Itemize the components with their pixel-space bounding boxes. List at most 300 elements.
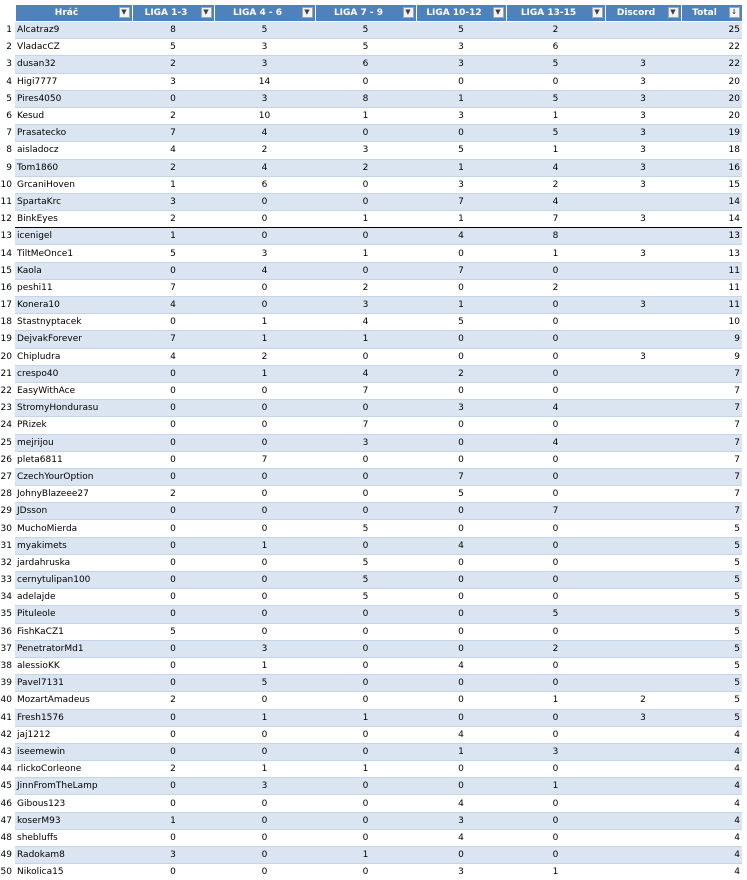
table-row[interactable] [0, 434, 742, 451]
liga-7-9-cell[interactable]: 0 [315, 606, 416, 623]
table-row[interactable] [0, 675, 742, 692]
liga-1-3-cell[interactable]: 2 [132, 211, 214, 228]
discord-cell[interactable] [605, 726, 681, 743]
liga-7-9-cell[interactable]: 0 [315, 675, 416, 692]
row-number[interactable]: 10 [0, 176, 15, 193]
table-row[interactable] [0, 22, 742, 39]
player-cell[interactable]: Nikolica15 [15, 864, 132, 880]
column-header-liga-4-6[interactable] [214, 5, 315, 22]
liga-7-9-cell[interactable]: 0 [315, 193, 416, 210]
liga-13-15-cell[interactable]: 1 [506, 107, 605, 124]
filter-dropdown-icon[interactable]: ▼ [592, 7, 603, 18]
discord-cell[interactable] [605, 382, 681, 399]
row-number[interactable]: 43 [0, 743, 15, 760]
liga-13-15-cell[interactable]: 5 [506, 56, 605, 73]
table-row[interactable] [0, 761, 742, 778]
liga-13-15-cell[interactable]: 0 [506, 331, 605, 348]
discord-cell[interactable] [605, 795, 681, 812]
player-cell[interactable]: TiltMeOnce1 [15, 245, 132, 262]
discord-cell[interactable] [605, 554, 681, 571]
liga-1-3-cell[interactable]: 0 [132, 589, 214, 606]
liga-1-3-cell[interactable]: 5 [132, 623, 214, 640]
liga-1-3-cell[interactable]: 0 [132, 726, 214, 743]
liga-1-3-cell[interactable]: 7 [132, 279, 214, 296]
table-row[interactable] [0, 623, 742, 640]
liga-1-3-cell[interactable]: 7 [132, 331, 214, 348]
player-cell[interactable]: FishKaCZ1 [15, 623, 132, 640]
table-row[interactable] [0, 829, 742, 846]
liga-7-9-cell[interactable]: 0 [315, 228, 416, 245]
liga-10-12-cell[interactable]: 1 [416, 90, 506, 107]
liga-10-12-cell[interactable]: 0 [416, 640, 506, 657]
liga-1-3-cell[interactable]: 5 [132, 245, 214, 262]
total-cell[interactable]: 7 [681, 382, 742, 399]
row-number[interactable]: 21 [0, 365, 15, 382]
discord-cell[interactable] [605, 623, 681, 640]
liga-10-12-cell[interactable]: 0 [416, 348, 506, 365]
discord-cell[interactable]: 3 [605, 125, 681, 142]
liga-10-12-cell[interactable]: 3 [416, 812, 506, 829]
total-cell[interactable]: 4 [681, 829, 742, 846]
liga-1-3-cell[interactable]: 5 [132, 39, 214, 56]
discord-cell[interactable] [605, 503, 681, 520]
player-cell[interactable]: Higi7777 [15, 73, 132, 90]
liga-4-6-cell[interactable]: 3 [214, 245, 315, 262]
liga-10-12-cell[interactable]: 1 [416, 297, 506, 314]
liga-13-15-cell[interactable]: 0 [506, 382, 605, 399]
total-cell[interactable]: 4 [681, 743, 742, 760]
total-cell[interactable]: 22 [681, 39, 742, 56]
discord-cell[interactable] [605, 228, 681, 245]
liga-1-3-cell[interactable]: 0 [132, 675, 214, 692]
total-cell[interactable]: 13 [681, 228, 742, 245]
table-row[interactable] [0, 211, 742, 228]
total-cell[interactable]: 7 [681, 417, 742, 434]
liga-4-6-cell[interactable]: 0 [214, 211, 315, 228]
liga-7-9-cell[interactable]: 0 [315, 778, 416, 795]
liga-13-15-cell[interactable]: 1 [506, 692, 605, 709]
row-number[interactable]: 12 [0, 211, 15, 228]
player-cell[interactable]: aisladocz [15, 142, 132, 159]
liga-4-6-cell[interactable]: 5 [214, 675, 315, 692]
table-row[interactable] [0, 537, 742, 554]
table-row[interactable] [0, 657, 742, 674]
player-cell[interactable]: Kaola [15, 262, 132, 279]
player-cell[interactable]: dusan32 [15, 56, 132, 73]
liga-1-3-cell[interactable]: 0 [132, 503, 214, 520]
liga-7-9-cell[interactable]: 1 [315, 761, 416, 778]
table-row[interactable] [0, 39, 742, 56]
liga-10-12-cell[interactable]: 1 [416, 743, 506, 760]
liga-10-12-cell[interactable]: 5 [416, 22, 506, 39]
discord-cell[interactable]: 3 [605, 709, 681, 726]
table-row[interactable] [0, 159, 742, 176]
liga-7-9-cell[interactable]: 5 [315, 39, 416, 56]
liga-1-3-cell[interactable]: 2 [132, 692, 214, 709]
liga-10-12-cell[interactable]: 0 [416, 778, 506, 795]
liga-10-12-cell[interactable]: 0 [416, 554, 506, 571]
row-number[interactable]: 14 [0, 245, 15, 262]
row-number[interactable]: 13 [0, 228, 15, 245]
liga-13-15-cell[interactable]: 5 [506, 606, 605, 623]
liga-10-12-cell[interactable]: 4 [416, 228, 506, 245]
player-cell[interactable]: StromyHondurasu [15, 400, 132, 417]
liga-1-3-cell[interactable]: 0 [132, 520, 214, 537]
liga-10-12-cell[interactable]: 3 [416, 39, 506, 56]
liga-13-15-cell[interactable]: 0 [506, 537, 605, 554]
liga-7-9-cell[interactable]: 0 [315, 451, 416, 468]
liga-10-12-cell[interactable]: 0 [416, 761, 506, 778]
total-cell[interactable]: 4 [681, 812, 742, 829]
liga-10-12-cell[interactable]: 0 [416, 692, 506, 709]
liga-13-15-cell[interactable]: 0 [506, 365, 605, 382]
liga-13-15-cell[interactable]: 0 [506, 417, 605, 434]
liga-1-3-cell[interactable]: 0 [132, 434, 214, 451]
table-row[interactable] [0, 726, 742, 743]
total-cell[interactable]: 11 [681, 262, 742, 279]
total-cell[interactable]: 5 [681, 623, 742, 640]
liga-4-6-cell[interactable]: 1 [214, 314, 315, 331]
liga-13-15-cell[interactable]: 0 [506, 795, 605, 812]
row-number[interactable]: 35 [0, 606, 15, 623]
filter-dropdown-icon[interactable]: ▼ [201, 7, 212, 18]
filter-dropdown-icon[interactable]: ▼ [119, 7, 130, 18]
liga-7-9-cell[interactable]: 5 [315, 554, 416, 571]
player-cell[interactable]: myakimets [15, 537, 132, 554]
total-cell[interactable]: 5 [681, 606, 742, 623]
discord-cell[interactable] [605, 331, 681, 348]
total-cell[interactable]: 15 [681, 176, 742, 193]
liga-10-12-cell[interactable]: 0 [416, 503, 506, 520]
total-cell[interactable]: 4 [681, 864, 742, 880]
total-cell[interactable]: 4 [681, 761, 742, 778]
row-number[interactable]: 28 [0, 486, 15, 503]
column-header-player[interactable] [15, 5, 132, 22]
liga-4-6-cell[interactable]: 0 [214, 829, 315, 846]
liga-1-3-cell[interactable]: 2 [132, 107, 214, 124]
total-cell[interactable]: 5 [681, 640, 742, 657]
liga-13-15-cell[interactable]: 4 [506, 159, 605, 176]
row-number[interactable]: 20 [0, 348, 15, 365]
liga-7-9-cell[interactable]: 0 [315, 692, 416, 709]
discord-cell[interactable] [605, 675, 681, 692]
player-cell[interactable]: peshi11 [15, 279, 132, 296]
row-number[interactable]: 3 [0, 56, 15, 73]
player-cell[interactable]: MuchoMierda [15, 520, 132, 537]
liga-4-6-cell[interactable]: 0 [214, 434, 315, 451]
liga-4-6-cell[interactable]: 3 [214, 90, 315, 107]
total-cell[interactable]: 14 [681, 193, 742, 210]
table-row[interactable] [0, 795, 742, 812]
discord-cell[interactable]: 3 [605, 73, 681, 90]
liga-7-9-cell[interactable]: 0 [315, 640, 416, 657]
row-number[interactable]: 47 [0, 812, 15, 829]
row-number[interactable]: 38 [0, 657, 15, 674]
liga-13-15-cell[interactable]: 0 [506, 554, 605, 571]
liga-7-9-cell[interactable]: 5 [315, 520, 416, 537]
liga-10-12-cell[interactable]: 5 [416, 314, 506, 331]
liga-10-12-cell[interactable]: 7 [416, 193, 506, 210]
liga-13-15-cell[interactable]: 5 [506, 90, 605, 107]
discord-cell[interactable]: 2 [605, 692, 681, 709]
column-header-liga-7-9[interactable] [315, 5, 416, 22]
discord-cell[interactable] [605, 743, 681, 760]
liga-1-3-cell[interactable]: 0 [132, 640, 214, 657]
liga-10-12-cell[interactable]: 0 [416, 847, 506, 864]
discord-cell[interactable]: 3 [605, 142, 681, 159]
player-cell[interactable]: Fresh1576 [15, 709, 132, 726]
player-cell[interactable]: GrcaniHoven [15, 176, 132, 193]
liga-4-6-cell[interactable]: 4 [214, 262, 315, 279]
column-header-liga-13-15[interactable] [506, 5, 605, 22]
liga-10-12-cell[interactable]: 0 [416, 589, 506, 606]
liga-13-15-cell[interactable]: 0 [506, 486, 605, 503]
total-cell[interactable]: 5 [681, 692, 742, 709]
row-number[interactable]: 42 [0, 726, 15, 743]
liga-10-12-cell[interactable]: 0 [416, 279, 506, 296]
table-row[interactable] [0, 314, 742, 331]
liga-13-15-cell[interactable]: 0 [506, 451, 605, 468]
row-number[interactable]: 6 [0, 107, 15, 124]
row-number[interactable]: 32 [0, 554, 15, 571]
player-cell[interactable]: JinnFromTheLamp [15, 778, 132, 795]
liga-1-3-cell[interactable]: 0 [132, 743, 214, 760]
total-cell[interactable]: 7 [681, 468, 742, 485]
row-number[interactable]: 9 [0, 159, 15, 176]
player-cell[interactable]: Alcatraz9 [15, 22, 132, 39]
table-row[interactable] [0, 640, 742, 657]
liga-13-15-cell[interactable]: 0 [506, 829, 605, 846]
liga-13-15-cell[interactable]: 3 [506, 743, 605, 760]
liga-10-12-cell[interactable]: 0 [416, 623, 506, 640]
discord-cell[interactable] [605, 812, 681, 829]
liga-13-15-cell[interactable]: 0 [506, 297, 605, 314]
table-row[interactable] [0, 554, 742, 571]
liga-10-12-cell[interactable]: 7 [416, 468, 506, 485]
row-number[interactable]: 19 [0, 331, 15, 348]
discord-cell[interactable]: 3 [605, 297, 681, 314]
liga-7-9-cell[interactable]: 0 [315, 125, 416, 142]
liga-10-12-cell[interactable]: 0 [416, 245, 506, 262]
liga-4-6-cell[interactable]: 1 [214, 331, 315, 348]
table-row[interactable] [0, 262, 742, 279]
table-row[interactable] [0, 245, 742, 262]
liga-4-6-cell[interactable]: 3 [214, 56, 315, 73]
liga-7-9-cell[interactable]: 2 [315, 279, 416, 296]
liga-13-15-cell[interactable]: 1 [506, 864, 605, 880]
liga-4-6-cell[interactable]: 0 [214, 847, 315, 864]
liga-13-15-cell[interactable]: 1 [506, 778, 605, 795]
liga-1-3-cell[interactable]: 0 [132, 451, 214, 468]
liga-13-15-cell[interactable]: 0 [506, 262, 605, 279]
table-row[interactable] [0, 176, 742, 193]
total-cell[interactable]: 5 [681, 520, 742, 537]
liga-13-15-cell[interactable]: 0 [506, 657, 605, 674]
table-row[interactable] [0, 520, 742, 537]
liga-13-15-cell[interactable]: 7 [506, 211, 605, 228]
discord-cell[interactable] [605, 829, 681, 846]
table-row[interactable] [0, 847, 742, 864]
liga-4-6-cell[interactable]: 2 [214, 348, 315, 365]
liga-10-12-cell[interactable]: 1 [416, 211, 506, 228]
player-cell[interactable]: pleta6811 [15, 451, 132, 468]
discord-cell[interactable]: 3 [605, 56, 681, 73]
liga-7-9-cell[interactable]: 4 [315, 365, 416, 382]
discord-cell[interactable] [605, 468, 681, 485]
total-cell[interactable]: 4 [681, 795, 742, 812]
liga-13-15-cell[interactable]: 2 [506, 22, 605, 39]
liga-4-6-cell[interactable]: 5 [214, 22, 315, 39]
row-number[interactable]: 26 [0, 451, 15, 468]
liga-1-3-cell[interactable]: 1 [132, 176, 214, 193]
total-cell[interactable]: 19 [681, 125, 742, 142]
discord-cell[interactable] [605, 365, 681, 382]
liga-4-6-cell[interactable]: 0 [214, 554, 315, 571]
liga-10-12-cell[interactable]: 5 [416, 486, 506, 503]
row-number[interactable]: 17 [0, 297, 15, 314]
discord-cell[interactable] [605, 572, 681, 589]
player-cell[interactable]: JohnyBlazeee27 [15, 486, 132, 503]
row-number[interactable]: 50 [0, 864, 15, 880]
player-cell[interactable]: jardahruska [15, 554, 132, 571]
liga-7-9-cell[interactable]: 7 [315, 417, 416, 434]
player-cell[interactable]: EasyWithAce [15, 382, 132, 399]
liga-4-6-cell[interactable]: 3 [214, 39, 315, 56]
liga-1-3-cell[interactable]: 1 [132, 228, 214, 245]
liga-4-6-cell[interactable]: 1 [214, 537, 315, 554]
discord-cell[interactable] [605, 589, 681, 606]
table-row[interactable] [0, 743, 742, 760]
row-number[interactable]: 5 [0, 90, 15, 107]
table-row[interactable] [0, 400, 742, 417]
row-number[interactable]: 36 [0, 623, 15, 640]
liga-10-12-cell[interactable]: 4 [416, 537, 506, 554]
table-row[interactable] [0, 503, 742, 520]
liga-4-6-cell[interactable]: 0 [214, 572, 315, 589]
liga-7-9-cell[interactable]: 0 [315, 348, 416, 365]
liga-7-9-cell[interactable]: 0 [315, 829, 416, 846]
liga-13-15-cell[interactable]: 0 [506, 812, 605, 829]
liga-1-3-cell[interactable]: 0 [132, 262, 214, 279]
liga-4-6-cell[interactable]: 0 [214, 692, 315, 709]
liga-7-9-cell[interactable]: 1 [315, 331, 416, 348]
total-cell[interactable]: 13 [681, 245, 742, 262]
liga-10-12-cell[interactable]: 4 [416, 657, 506, 674]
player-cell[interactable]: icenigel [15, 228, 132, 245]
row-number[interactable]: 46 [0, 795, 15, 812]
liga-10-12-cell[interactable]: 7 [416, 262, 506, 279]
table-row[interactable] [0, 56, 742, 73]
liga-10-12-cell[interactable]: 0 [416, 520, 506, 537]
liga-1-3-cell[interactable]: 0 [132, 400, 214, 417]
row-number[interactable]: 48 [0, 829, 15, 846]
liga-4-6-cell[interactable]: 0 [214, 193, 315, 210]
liga-4-6-cell[interactable]: 0 [214, 726, 315, 743]
liga-13-15-cell[interactable]: 4 [506, 193, 605, 210]
player-cell[interactable]: Radokam8 [15, 847, 132, 864]
filter-dropdown-icon[interactable]: ▼ [403, 7, 414, 18]
total-cell[interactable]: 11 [681, 279, 742, 296]
row-number[interactable]: 27 [0, 468, 15, 485]
player-cell[interactable]: Pituleole [15, 606, 132, 623]
filter-dropdown-icon[interactable]: ▼ [668, 7, 679, 18]
total-cell[interactable]: 7 [681, 365, 742, 382]
player-cell[interactable]: koserM93 [15, 812, 132, 829]
liga-10-12-cell[interactable]: 1 [416, 159, 506, 176]
discord-cell[interactable] [605, 451, 681, 468]
liga-1-3-cell[interactable]: 0 [132, 606, 214, 623]
liga-1-3-cell[interactable]: 0 [132, 382, 214, 399]
liga-10-12-cell[interactable]: 0 [416, 434, 506, 451]
liga-7-9-cell[interactable]: 8 [315, 90, 416, 107]
liga-13-15-cell[interactable]: 6 [506, 39, 605, 56]
liga-10-12-cell[interactable]: 5 [416, 142, 506, 159]
liga-10-12-cell[interactable]: 3 [416, 176, 506, 193]
table-row[interactable] [0, 468, 742, 485]
liga-1-3-cell[interactable]: 0 [132, 778, 214, 795]
total-cell[interactable]: 10 [681, 314, 742, 331]
row-number[interactable]: 41 [0, 709, 15, 726]
liga-4-6-cell[interactable]: 0 [214, 606, 315, 623]
liga-4-6-cell[interactable]: 4 [214, 125, 315, 142]
discord-cell[interactable] [605, 606, 681, 623]
liga-4-6-cell[interactable]: 0 [214, 228, 315, 245]
liga-1-3-cell[interactable]: 1 [132, 812, 214, 829]
liga-13-15-cell[interactable]: 7 [506, 503, 605, 520]
player-cell[interactable]: DejvakForever [15, 331, 132, 348]
player-cell[interactable]: Tom1860 [15, 159, 132, 176]
row-number[interactable]: 23 [0, 400, 15, 417]
liga-1-3-cell[interactable]: 0 [132, 468, 214, 485]
liga-13-15-cell[interactable]: 0 [506, 314, 605, 331]
liga-4-6-cell[interactable]: 14 [214, 73, 315, 90]
discord-cell[interactable] [605, 400, 681, 417]
liga-4-6-cell[interactable]: 6 [214, 176, 315, 193]
liga-13-15-cell[interactable]: 0 [506, 726, 605, 743]
liga-1-3-cell[interactable]: 4 [132, 348, 214, 365]
liga-13-15-cell[interactable]: 2 [506, 279, 605, 296]
liga-7-9-cell[interactable]: 1 [315, 847, 416, 864]
liga-13-15-cell[interactable]: 0 [506, 709, 605, 726]
sort-descending-icon[interactable]: ↓ [729, 7, 740, 18]
table-row[interactable] [0, 107, 742, 124]
liga-13-15-cell[interactable]: 0 [506, 847, 605, 864]
liga-7-9-cell[interactable]: 5 [315, 589, 416, 606]
discord-cell[interactable]: 3 [605, 176, 681, 193]
liga-7-9-cell[interactable]: 3 [315, 434, 416, 451]
liga-13-15-cell[interactable]: 0 [506, 73, 605, 90]
liga-4-6-cell[interactable]: 3 [214, 640, 315, 657]
liga-4-6-cell[interactable]: 0 [214, 486, 315, 503]
discord-cell[interactable] [605, 417, 681, 434]
liga-10-12-cell[interactable]: 0 [416, 382, 506, 399]
row-number[interactable]: 49 [0, 847, 15, 864]
discord-cell[interactable] [605, 657, 681, 674]
liga-4-6-cell[interactable]: 1 [214, 365, 315, 382]
total-cell[interactable]: 5 [681, 657, 742, 674]
liga-7-9-cell[interactable]: 5 [315, 572, 416, 589]
filter-dropdown-icon[interactable]: ▼ [302, 7, 313, 18]
liga-13-15-cell[interactable]: 5 [506, 125, 605, 142]
liga-7-9-cell[interactable]: 0 [315, 176, 416, 193]
liga-4-6-cell[interactable]: 0 [214, 795, 315, 812]
total-cell[interactable]: 22 [681, 56, 742, 73]
liga-7-9-cell[interactable]: 0 [315, 486, 416, 503]
total-cell[interactable]: 7 [681, 400, 742, 417]
liga-7-9-cell[interactable]: 0 [315, 657, 416, 674]
liga-13-15-cell[interactable]: 1 [506, 245, 605, 262]
liga-1-3-cell[interactable]: 2 [132, 56, 214, 73]
